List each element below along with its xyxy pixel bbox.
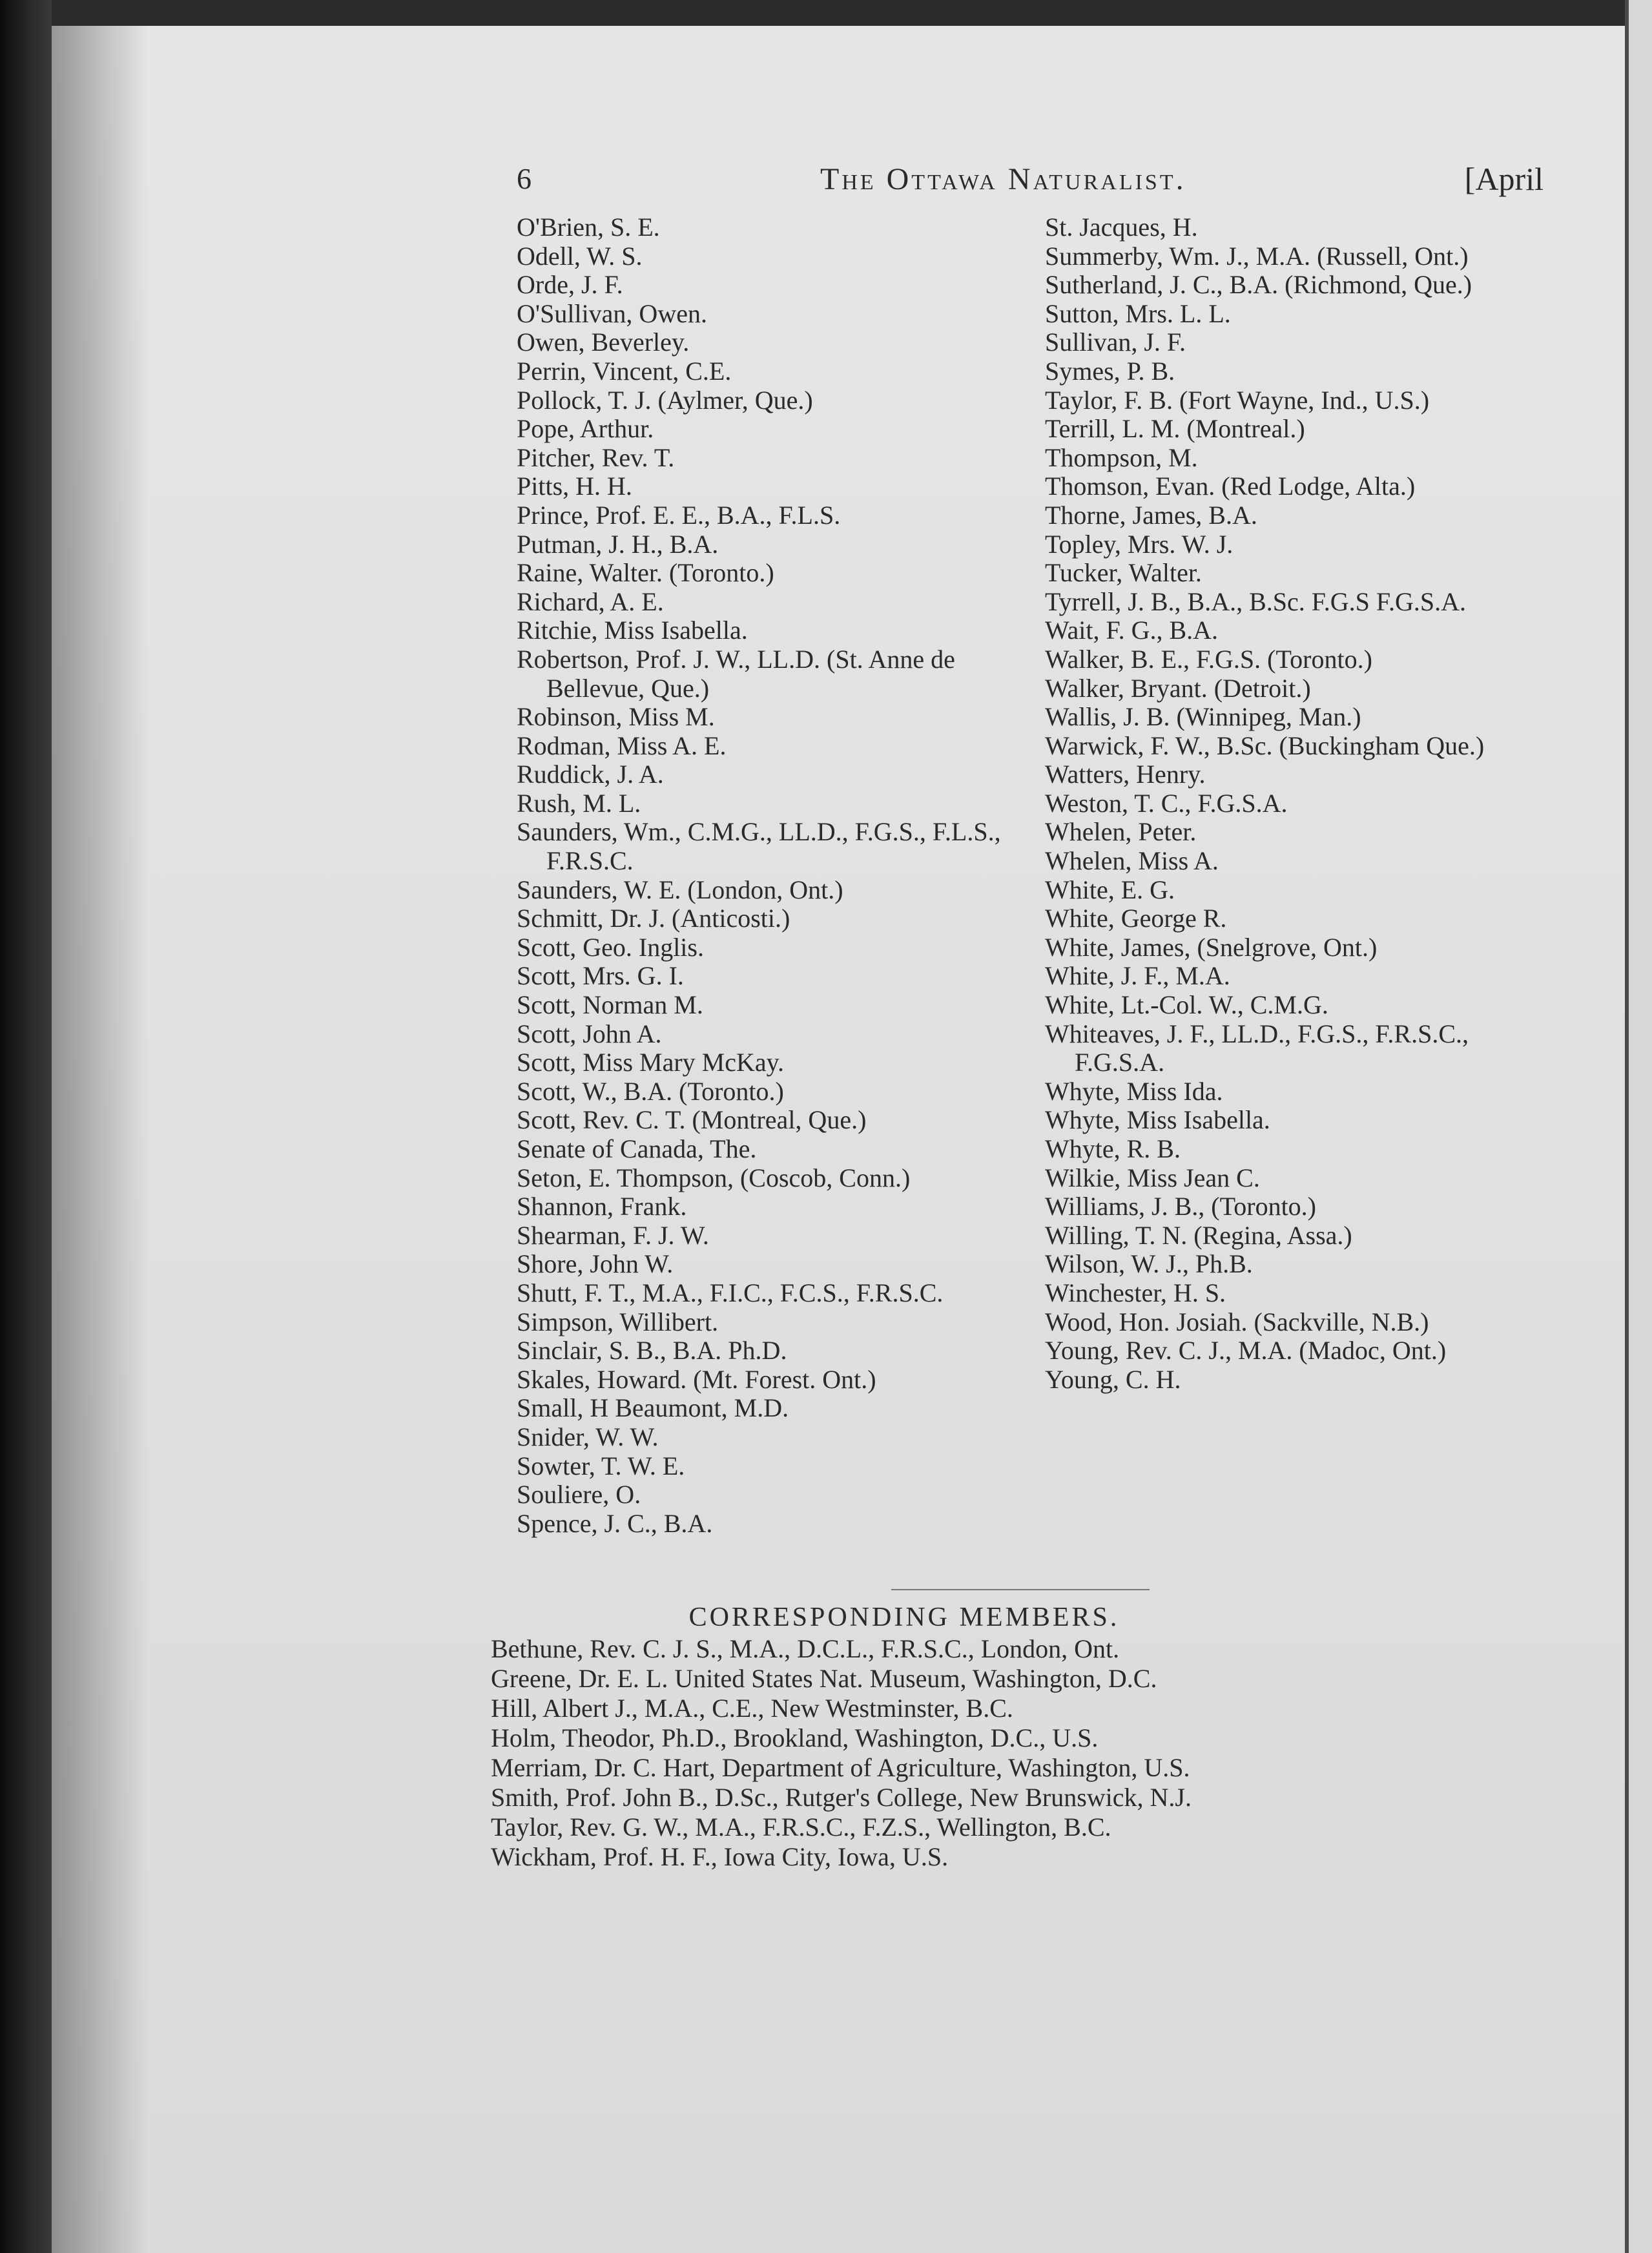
- member-entry: Sullivan, J. F.: [1045, 327, 1186, 357]
- member-entry: White, George R.: [1045, 904, 1227, 933]
- member-entry: Skales, Howard. (Mt. Forest. Ont.): [517, 1364, 876, 1394]
- member-entry: Simpson, Willibert.: [517, 1307, 719, 1336]
- member-entry: Ruddick, J. A.: [517, 760, 664, 789]
- member-entry: Shutt, F. T., M.A., F.I.C., F.C.S., F.R.S.C.: [517, 1278, 944, 1307]
- member-entry: Young, C. H.: [1045, 1364, 1181, 1394]
- member-entry: St. Jacques, H.: [1045, 213, 1198, 242]
- scan-border-top: [52, 0, 1652, 26]
- member-entry: Wood, Hon. Josiah. (Sackville, N.B.): [1045, 1307, 1429, 1336]
- member-entry: Pitts, H. H.: [517, 472, 632, 501]
- member-entry: Putman, J. H., B.A.: [517, 529, 719, 559]
- member-entry: Shore, John W.: [517, 1249, 674, 1279]
- member-entry: White, Lt.-Col. W., C.M.G.: [1045, 990, 1328, 1020]
- member-entry: Thompson, M.: [1045, 442, 1198, 472]
- member-entry: Pollock, T. J. (Aylmer, Que.): [517, 385, 813, 415]
- member-entry: Whelen, Peter.: [1045, 817, 1197, 847]
- page-shadow: [52, 26, 149, 2253]
- member-entry: Warwick, F. W., B.Sc. (Buckingham Que.): [1045, 731, 1485, 760]
- member-entry: Robinson, Miss M.: [517, 702, 715, 732]
- member-entry: Richard, A. E.: [517, 587, 664, 616]
- member-entry: Watters, Henry.: [1045, 760, 1206, 789]
- member-list-right: [1045, 213, 1549, 1394]
- member-entry: Owen, Beverley.: [517, 327, 690, 357]
- member-entry: White, E. G.: [1045, 875, 1175, 904]
- member-entry: Taylor, F. B. (Fort Wayne, Ind., U.S.): [1045, 385, 1430, 415]
- member-entry: Sowter, T. W. E.: [517, 1451, 685, 1480]
- member-entry: Snider, W. W.: [517, 1422, 659, 1451]
- member-entry: Shearman, F. J. W.: [517, 1220, 709, 1250]
- member-entry: Tyrrell, J. B., B.A., B.Sc. F.G.S F.G.S.A.: [1045, 587, 1466, 616]
- member-entry: Odell, W. S.: [517, 241, 643, 271]
- member-entry: Seton, E. Thompson, (Coscob, Conn.): [517, 1163, 911, 1192]
- member-entry: O'Sullivan, Owen.: [517, 298, 707, 328]
- member-entry: Smith, Prof. John B., D.Sc., Rutger's College, New Brunswick, N.J.: [491, 1783, 1192, 1812]
- member-entry: Spence, J. C., B.A.: [517, 1508, 713, 1538]
- member-entry: Scott, Rev. C. T. (Montreal, Que.): [517, 1105, 867, 1135]
- member-entry: Hill, Albert J., M.A., C.E., New Westminster, B.C.: [491, 1694, 1013, 1723]
- member-entry: Summerby, Wm. J., M.A. (Russell, Ont.): [1045, 241, 1469, 271]
- member-entry: Thorne, James, B.A.: [1045, 500, 1257, 530]
- member-entry: Saunders, W. E. (London, Ont.): [517, 875, 843, 904]
- member-entry: Bethune, Rev. C. J. S., M.A., D.C.L., F.R.S.C., London, Ont.: [491, 1634, 1120, 1663]
- member-entry: Walker, Bryant. (Detroit.): [1045, 673, 1311, 703]
- member-entry: Rush, M. L.: [517, 788, 641, 818]
- member-entry: Saunders, Wm., C.M.G., LL.D., F.G.S., F.L.S., F.R.S.C.: [517, 817, 1001, 876]
- page-number: 6: [517, 162, 532, 195]
- member-entry: Sutherland, J. C., B.A. (Richmond, Que.): [1045, 270, 1472, 300]
- member-entry: Souliere, O.: [517, 1480, 641, 1510]
- member-list-left: [517, 213, 1020, 1538]
- member-entry: Whyte, R. B.: [1045, 1134, 1181, 1163]
- member-entry: Symes, P. B.: [1045, 356, 1175, 386]
- member-entry: Scott, Miss Mary McKay.: [517, 1048, 785, 1077]
- member-entry: Merriam, Dr. C. Hart, Department of Agriculture, Washington, U.S.: [491, 1753, 1190, 1782]
- member-entry: Tucker, Walter.: [1045, 558, 1202, 588]
- member-entry: Perrin, Vincent, C.E.: [517, 356, 732, 386]
- member-entry: Willing, T. N. (Regina, Assa.): [1045, 1220, 1352, 1250]
- member-entry: Scott, Geo. Inglis.: [517, 932, 704, 962]
- scan-border-left: [0, 0, 52, 2253]
- member-entry: Taylor, Rev. G. W., M.A., F.R.S.C., F.Z.S., Wellington, B.C.: [491, 1812, 1111, 1842]
- member-entry: Whelen, Miss A.: [1045, 846, 1219, 876]
- member-entry: O'Brien, S. E.: [517, 213, 660, 242]
- member-entry: Robertson, Prof. J. W., LL.D. (St. Anne de Bellevue, Que.): [517, 644, 955, 703]
- member-entry: Young, Rev. C. J., M.A. (Madoc, Ont.): [1045, 1336, 1447, 1365]
- member-entry: Shannon, Frank.: [517, 1192, 687, 1221]
- member-entry: Rodman, Miss A. E.: [517, 731, 727, 760]
- scan-border-right: [1629, 0, 1652, 2253]
- member-entry: White, J. F., M.A.: [1045, 961, 1230, 991]
- corresponding-members-list: [491, 1634, 1498, 1872]
- member-entry: Schmitt, Dr. J. (Anticosti.): [517, 904, 790, 933]
- member-entry: Raine, Walter. (Toronto.): [517, 558, 774, 588]
- member-entry: Sinclair, S. B., B.A. Ph.D.: [517, 1336, 787, 1365]
- member-entry: Pope, Arthur.: [517, 414, 654, 444]
- member-entry: Wait, F. G., B.A.: [1045, 616, 1219, 645]
- member-entry: Terrill, L. M. (Montreal.): [1045, 414, 1305, 444]
- member-entry: Wilson, W. J., Ph.B.: [1045, 1249, 1253, 1279]
- member-entry: Scott, W., B.A. (Toronto.): [517, 1076, 784, 1106]
- member-entry: Walker, B. E., F.G.S. (Toronto.): [1045, 644, 1372, 674]
- member-entry: Winchester, H. S.: [1045, 1278, 1226, 1307]
- issue-month: [April: [1464, 161, 1544, 197]
- member-entry: Scott, Norman M.: [517, 990, 703, 1020]
- member-entry: Whiteaves, J. F., LL.D., F.G.S., F.R.S.C., F.G.S.A.: [1045, 1019, 1469, 1077]
- member-entry: Ritchie, Miss Isabella.: [517, 616, 748, 645]
- member-entry: Senate of Canada, The.: [517, 1134, 757, 1163]
- member-entry: Greene, Dr. E. L. United States Nat. Museum, Washington, D.C.: [491, 1664, 1157, 1693]
- member-entry: Topley, Mrs. W. J.: [1045, 529, 1234, 559]
- member-entry: White, James, (Snelgrove, Ont.): [1045, 932, 1378, 962]
- journal-title: The Ottawa Naturalist.: [820, 162, 1186, 196]
- member-entry: Wickham, Prof. H. F., Iowa City, Iowa, U.S.: [491, 1842, 949, 1871]
- member-entry: Prince, Prof. E. E., B.A., F.L.S.: [517, 500, 841, 530]
- member-entry: Sutton, Mrs. L. L.: [1045, 298, 1231, 328]
- member-entry: Holm, Theodor, Ph.D., Brookland, Washington, D.C., U.S.: [491, 1723, 1099, 1752]
- member-entry: Whyte, Miss Isabella.: [1045, 1105, 1270, 1135]
- member-entry: Pitcher, Rev. T.: [517, 442, 675, 472]
- member-entry: Thomson, Evan. (Red Lodge, Alta.): [1045, 472, 1416, 501]
- member-entry: Scott, John A.: [517, 1019, 662, 1048]
- member-entry: Weston, T. C., F.G.S.A.: [1045, 788, 1288, 818]
- member-entry: Williams, J. B., (Toronto.): [1045, 1192, 1316, 1221]
- member-entry: Wallis, J. B. (Winnipeg, Man.): [1045, 702, 1361, 732]
- corresponding-members-title: CORRESPONDING MEMBERS.: [688, 1603, 1120, 1632]
- member-entry: Scott, Mrs. G. I.: [517, 961, 684, 991]
- member-entry: Orde, J. F.: [517, 270, 623, 300]
- member-entry: Wilkie, Miss Jean C.: [1045, 1163, 1260, 1192]
- member-entry: Whyte, Miss Ida.: [1045, 1076, 1223, 1106]
- page-header: [517, 155, 1544, 213]
- section-divider: [891, 1589, 1150, 1590]
- member-entry: Small, H Beaumont, M.D.: [517, 1393, 789, 1423]
